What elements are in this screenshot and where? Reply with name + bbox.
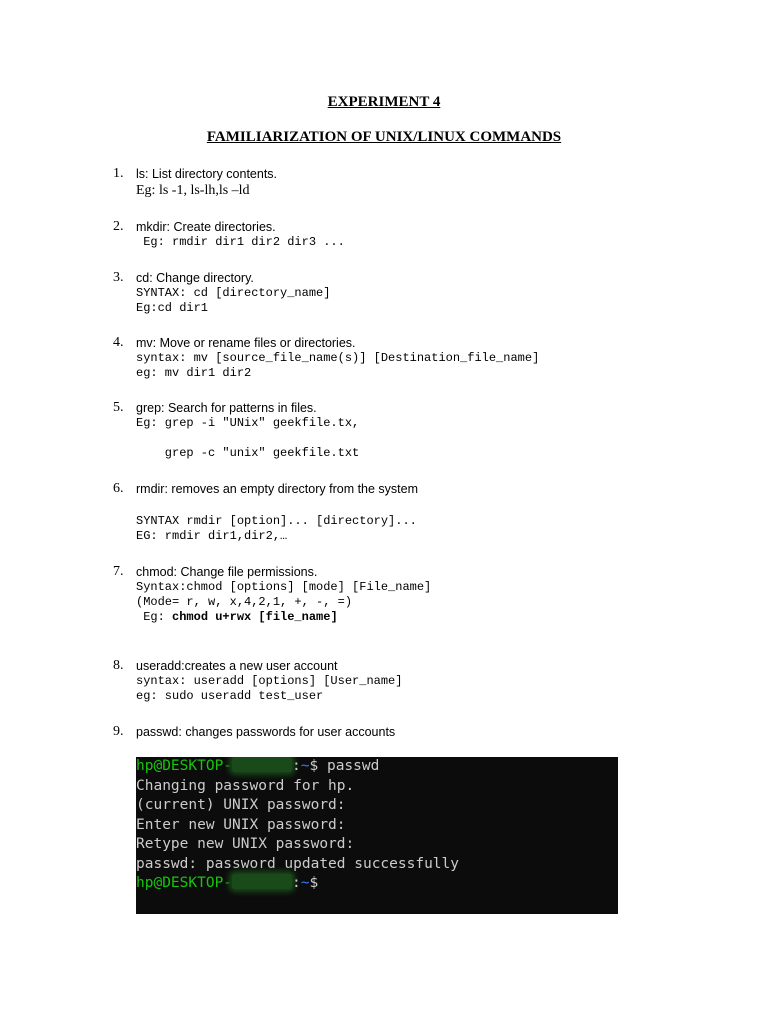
command-example: EG: rmdir dir1,dir2,… [136, 529, 288, 543]
prompt-end: $ [309, 875, 319, 891]
command-example: eg: mv dir1 dir2 [136, 366, 252, 380]
command-syntax: SYNTAX rmdir [option]... [directory]... [136, 514, 417, 528]
item-number: 2. [113, 219, 124, 234]
prompt-user: hp@DESKTOP- [136, 758, 233, 774]
command-syntax: syntax: mv [source_file_name(s)] [Destination_file_name] [136, 351, 540, 365]
prompt-command: $ passwd [309, 758, 380, 774]
item-number: 6. [113, 481, 124, 496]
experiment-heading: EXPERIMENT 4 [327, 94, 441, 110]
prompt-separator: : [292, 875, 301, 891]
example-command: chmod u+rwx [file_name] [172, 610, 338, 624]
terminal-output-line: Enter new UNIX password: [136, 816, 346, 833]
terminal-output-line: Retype new UNIX password: [136, 836, 355, 852]
item-number: 1. [113, 166, 124, 181]
command-example: Eg: ls -1, ls-lh,ls –ld [136, 183, 250, 198]
item-number: 3. [113, 270, 124, 285]
item-number: 7. [113, 564, 124, 579]
terminal-output-line: passwd: password updated successfully [136, 855, 460, 872]
item-number: 4. [113, 335, 124, 350]
command-description: rmdir: removes an empty directory from the system [136, 482, 419, 496]
terminal-output-line: Changing password for hp. [136, 777, 355, 794]
item-number: 8. [113, 658, 124, 673]
mode-values: (Mode= r, w, x,4,2,1, +, -, =) [136, 595, 353, 609]
command-description: mv: Move or rename files or directories. [136, 336, 356, 350]
command-syntax: SYNTAX: cd [directory_name] [136, 286, 331, 300]
command-example: Eg: grep -i "UNix" geekfile.tx, [136, 416, 360, 430]
page-title: FAMILIARIZATION OF UNIX/LINUX COMMANDS [206, 129, 562, 145]
command-description: cd: Change directory. [136, 271, 254, 285]
command-description: useradd:creates a new user account [136, 659, 338, 673]
command-description: ls: List directory contents. [136, 167, 278, 181]
command-example: grep -c "unix" geekfile.txt [136, 446, 360, 460]
command-example: Eg:cd dir1 [136, 301, 209, 315]
prompt-path: ~ [300, 875, 310, 891]
command-example: Eg: rmdir dir1 dir2 dir3 ... [136, 235, 345, 249]
terminal-output-line: (current) UNIX password: [136, 797, 346, 813]
item-number: 9. [113, 724, 124, 739]
prompt-user: hp@DESKTOP- [136, 875, 233, 891]
command-description: mkdir: Create directories. [136, 220, 276, 234]
item-number: 5. [113, 400, 124, 415]
prompt-path: ~ [300, 758, 310, 774]
command-syntax: Syntax:chmod [options] [mode] [File_name] [136, 580, 432, 594]
command-example: eg: sudo useradd test_user [136, 689, 324, 703]
command-description: grep: Search for patterns in files. [136, 401, 317, 415]
terminal-prompt-line [136, 874, 318, 894]
terminal-prompt-line [136, 757, 379, 777]
command-description: chmod: Change file permissions. [136, 565, 318, 579]
redacted-hostname [232, 874, 292, 889]
redacted-hostname [232, 757, 292, 772]
example-prefix: Eg: [136, 610, 173, 624]
terminal-screenshot [136, 757, 618, 914]
command-syntax: syntax: useradd [options] [User_name] [136, 674, 403, 688]
prompt-separator: : [292, 758, 301, 774]
command-description: passwd: changes passwords for user accounts [136, 725, 396, 739]
command-example [136, 610, 736, 625]
